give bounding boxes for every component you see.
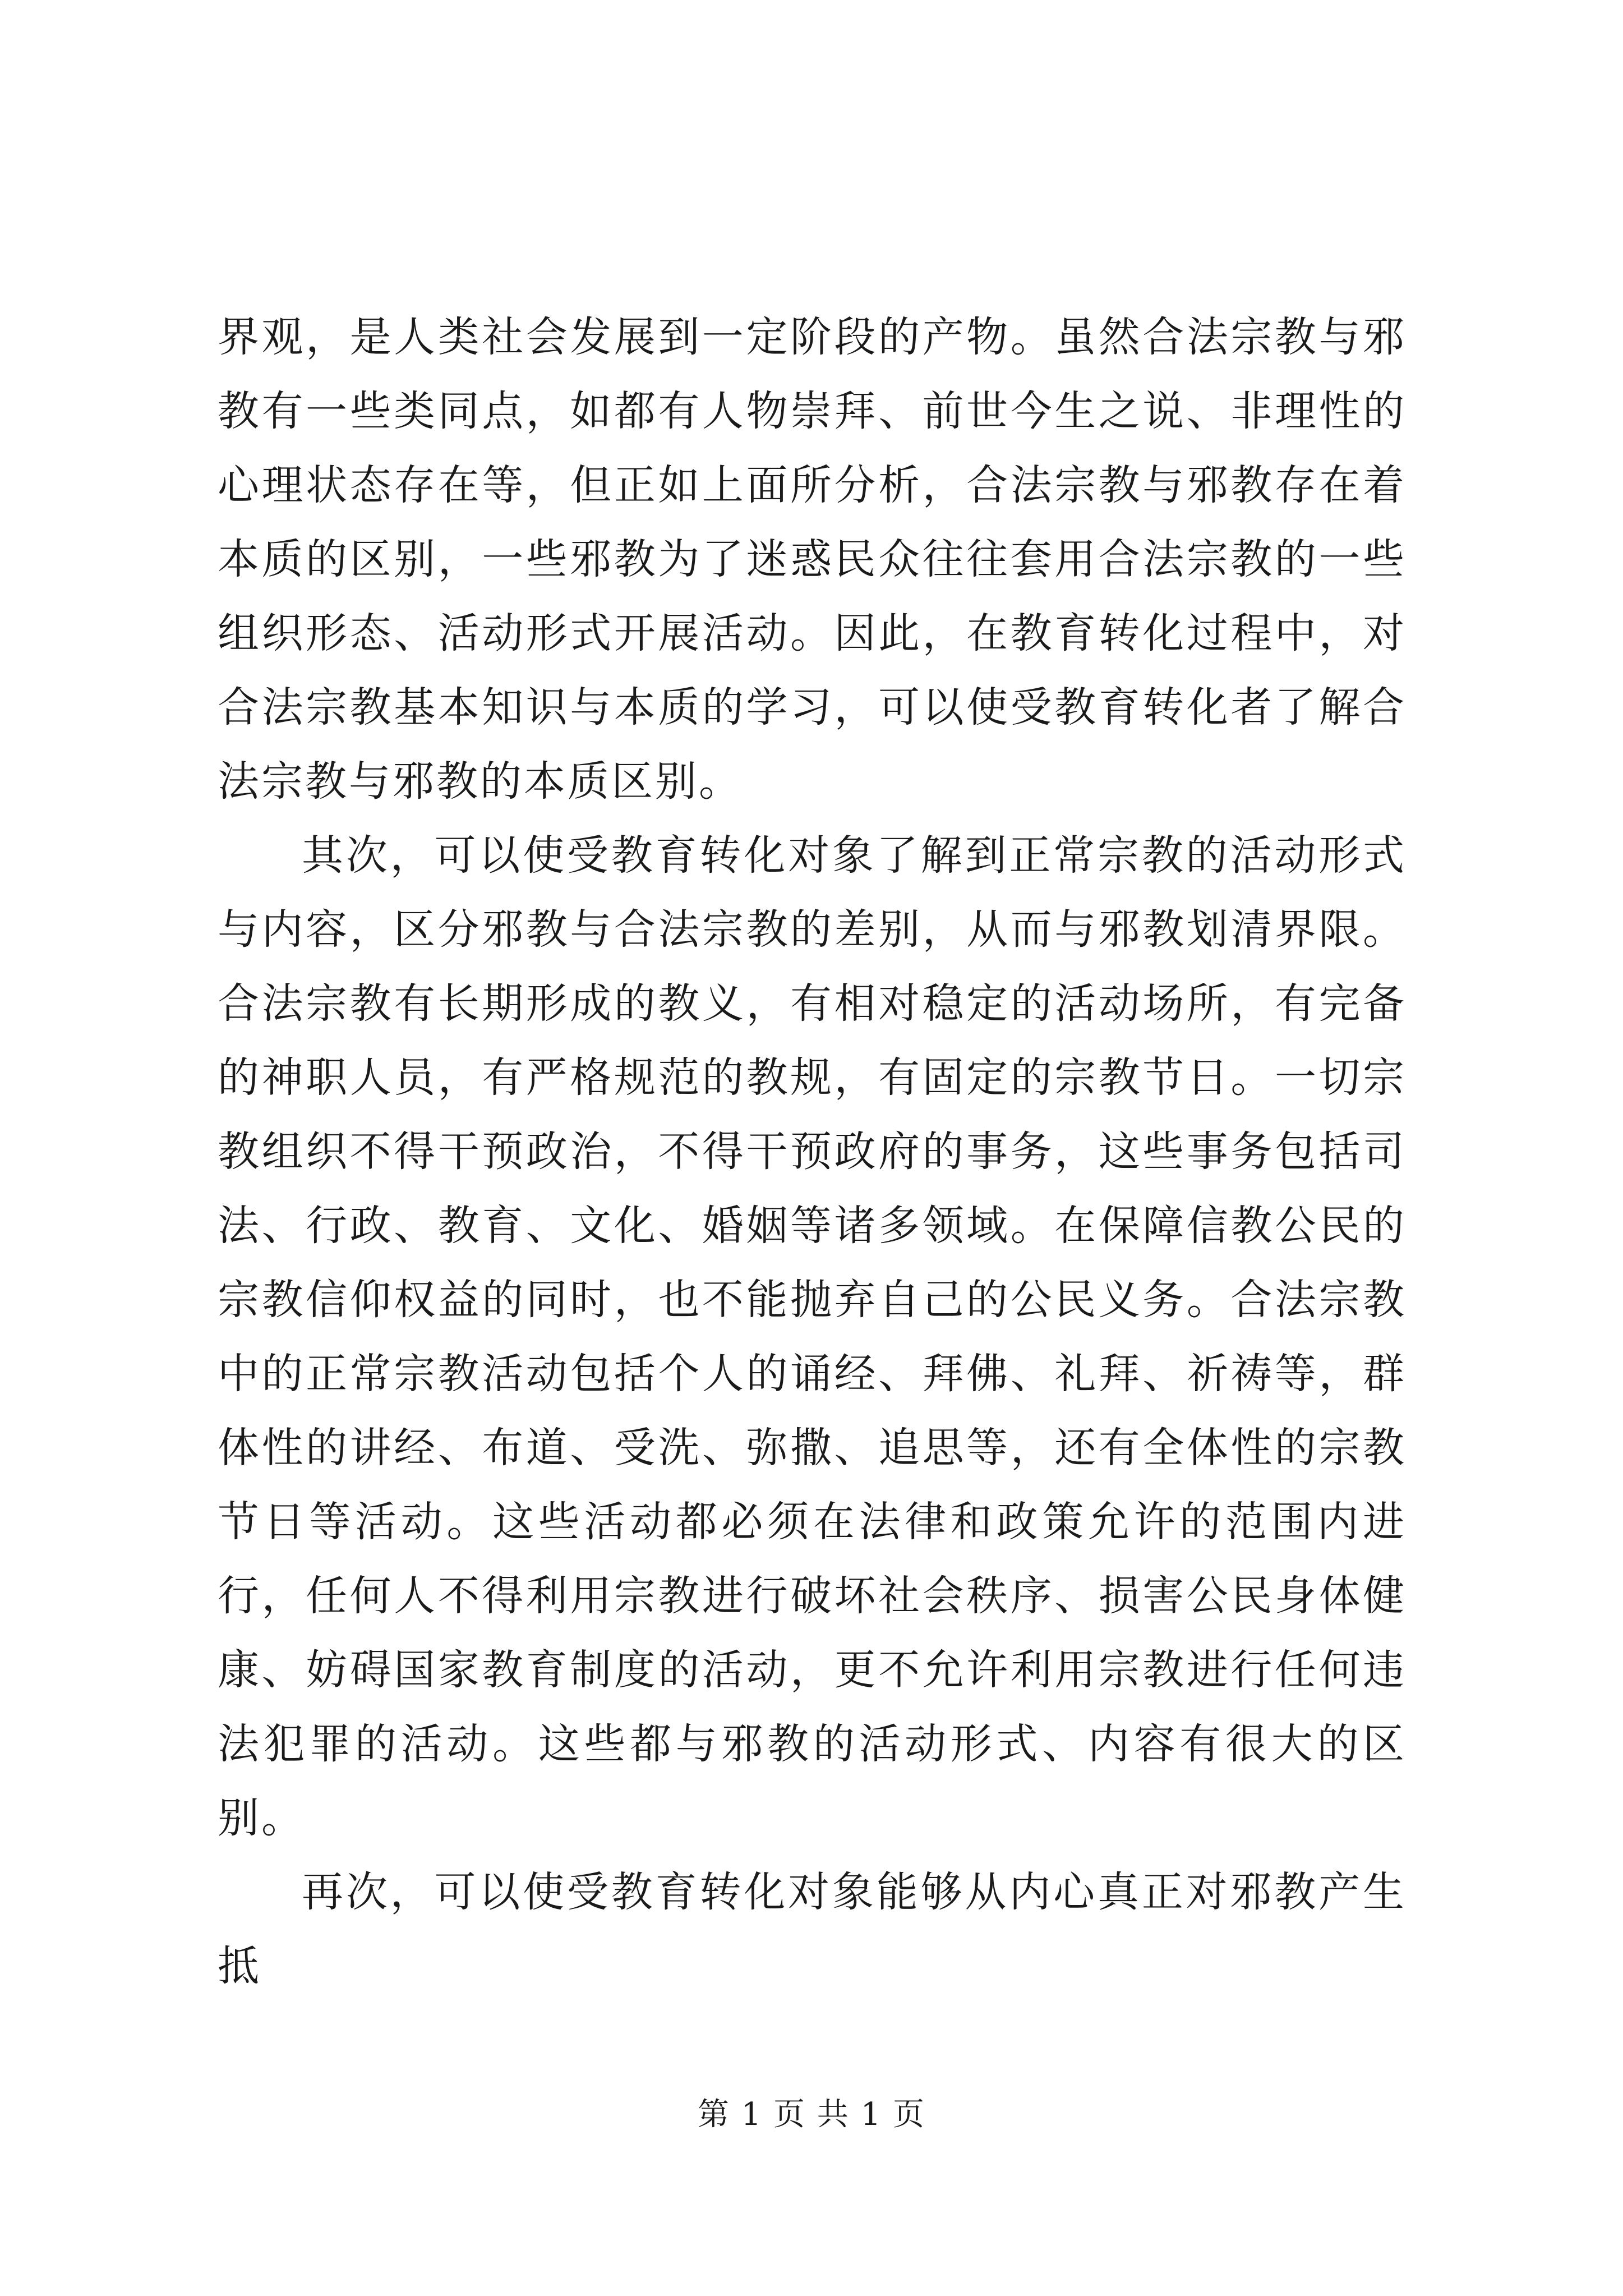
document-body: [218, 300, 1407, 2003]
paragraph-2: 其次，可以使受教育转化对象了解到正常宗教的活动形式与内容，区分邪教与合法宗教的差别，从而与邪教划清界限。合法宗教有长期形成的教义，有相对稳定的活动场所，有完备的神职人员，有严格规范的教规，有固定的宗教节日。一切宗教组织不得干预政治，不得干预政府的事务，这些事务包括司法、行政、教育、文化、婚姻等诸多领域。在保障信教公民的宗教信仰权益的同时，也不能抛弃自己的公民义务。合法宗教中的正常宗教活动包括个人的诵经、拜佛、礼拜、祈祷等，群体性的讲经、布道、受洗、弥撒、追思等，还有全体性的宗教节日等活动。这些活动都必须在法律和政策允许的范围内进行，任何人不得利用宗教进行破坏社会秩序、损害公民身体健康、妨碍国家教育制度的活动，更不允许利用宗教进行任何违法犯罪的活动。这些都与邪教的活动形式、内容有很大的区别。: [218, 831, 1407, 1842]
page-footer: 第 1 页 共 1 页: [697, 2096, 926, 2133]
paragraph-1: 界观，是人类社会发展到一定阶段的产物。虽然合法宗教与邪教有一些类同点，如都有人物崇拜、前世今生之说、非理性的心理状态存在等，但正如上面所分析，合法宗教与邪教存在着本质的区别，一些邪教为了迷惑民众往往套用合法宗教的一些组织形态、活动形式开展活动。因此，在教育转化过程中，对合法宗教基本知识与本质的学习，可以使受教育转化者了解合法宗教与邪教的本质区别。: [218, 313, 1407, 806]
paragraph-3: 再次，可以使受教育转化对象能够从内心真正对邪教产生抵: [218, 1868, 1407, 1990]
